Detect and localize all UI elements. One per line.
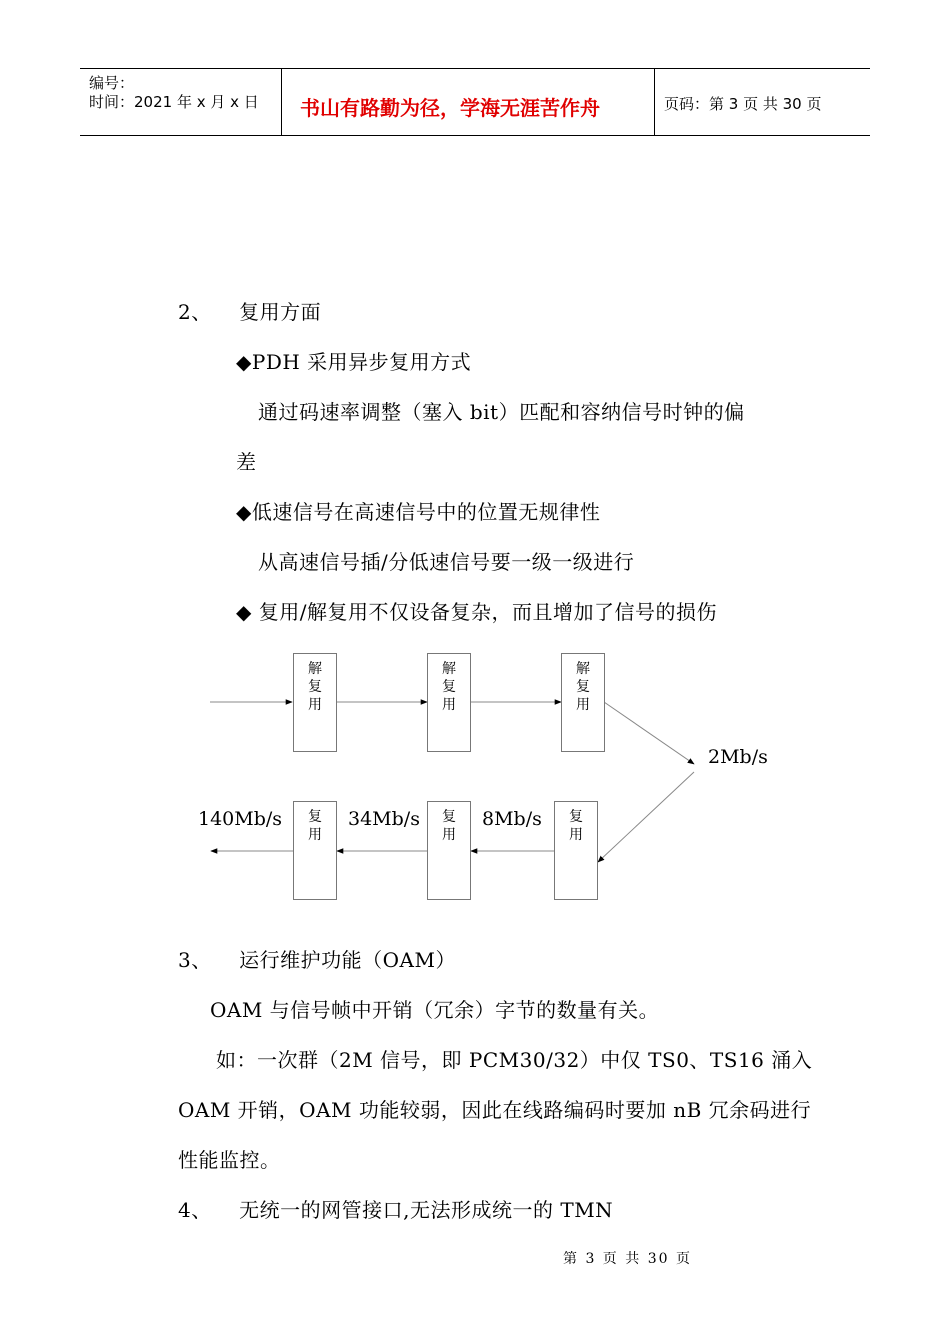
paragraph-pcm-example-line2: OAM 开销，OAM 功能较弱，因此在线路编码时要加 nB 冗余码进行	[178, 1098, 812, 1122]
section-2-heading: 2、 复用方面	[178, 300, 322, 324]
arrow-2m-to-mux-1	[598, 772, 694, 862]
demux-box-label: 解 复 用	[442, 661, 456, 713]
demux-box-label: 解 复 用	[308, 661, 322, 713]
paragraph-rate-adjustment-line1: 通过码速率调整（塞入 bit）匹配和容纳信号时钟的偏	[258, 400, 745, 424]
paragraph-rate-adjustment-line2: 差	[236, 450, 257, 474]
rate-label-2m: 2Mb/s	[708, 746, 768, 768]
arrow-demux-3-to-2m	[604, 702, 694, 764]
page-footer: 第 3 页 共 30 页	[563, 1251, 692, 1267]
mux-box-3	[554, 801, 598, 900]
rate-label-140m: 140Mb/s	[198, 808, 283, 830]
demux-box-2	[427, 653, 471, 752]
rate-label-8m: 8Mb/s	[482, 808, 542, 830]
demux-box-1	[293, 653, 337, 752]
paragraph-pcm-example-line1: 如：一次群（2M 信号，即 PCM30/32）中仅 TS0、TS16 涌入	[216, 1048, 813, 1072]
bullet-signal-position: ◆低速信号在高速信号中的位置无规律性	[236, 500, 601, 524]
rate-label-34m: 34Mb/s	[348, 808, 420, 830]
document-time-label: 时间：2021 年 x 月 x 日	[89, 93, 259, 111]
header-bottom-rule	[80, 135, 870, 136]
header-divider-left	[281, 68, 282, 136]
mux-box-label: 复 用	[442, 809, 456, 843]
mux-box-label: 复 用	[308, 809, 322, 843]
section-3-heading: 3、 运行维护功能（OAM）	[178, 948, 456, 972]
header-divider-right	[654, 68, 655, 136]
bullet-async-multiplexing: ◆PDH 采用异步复用方式	[236, 350, 472, 374]
mux-box-1	[293, 801, 337, 900]
pdh-multiplexing-diagram	[0, 640, 950, 920]
paragraph-oam-overhead: OAM 与信号帧中开销（冗余）字节的数量有关。	[210, 998, 660, 1022]
demux-box-3	[561, 653, 605, 752]
paragraph-add-drop: 从高速信号插/分低速信号要一级一级进行	[258, 550, 635, 574]
mux-box-2	[427, 801, 471, 900]
document-number-label: 编号：	[89, 74, 135, 92]
demux-box-label: 解 复 用	[576, 661, 590, 713]
bullet-mux-demux-complexity: ◆ 复用/解复用不仅设备复杂，而且增加了信号的损伤	[236, 600, 717, 624]
paragraph-pcm-example-line3: 性能监控。	[178, 1148, 281, 1172]
header-page-label: 页码：第 3 页 共 30 页	[664, 95, 822, 113]
mux-box-label: 复 用	[569, 809, 583, 843]
header-motto: 书山有路勤为径，学海无涯苦作舟	[300, 96, 600, 120]
header-top-rule	[80, 68, 870, 69]
section-4-heading: 4、 无统一的网管接口,无法形成统一的 TMN	[178, 1198, 614, 1222]
